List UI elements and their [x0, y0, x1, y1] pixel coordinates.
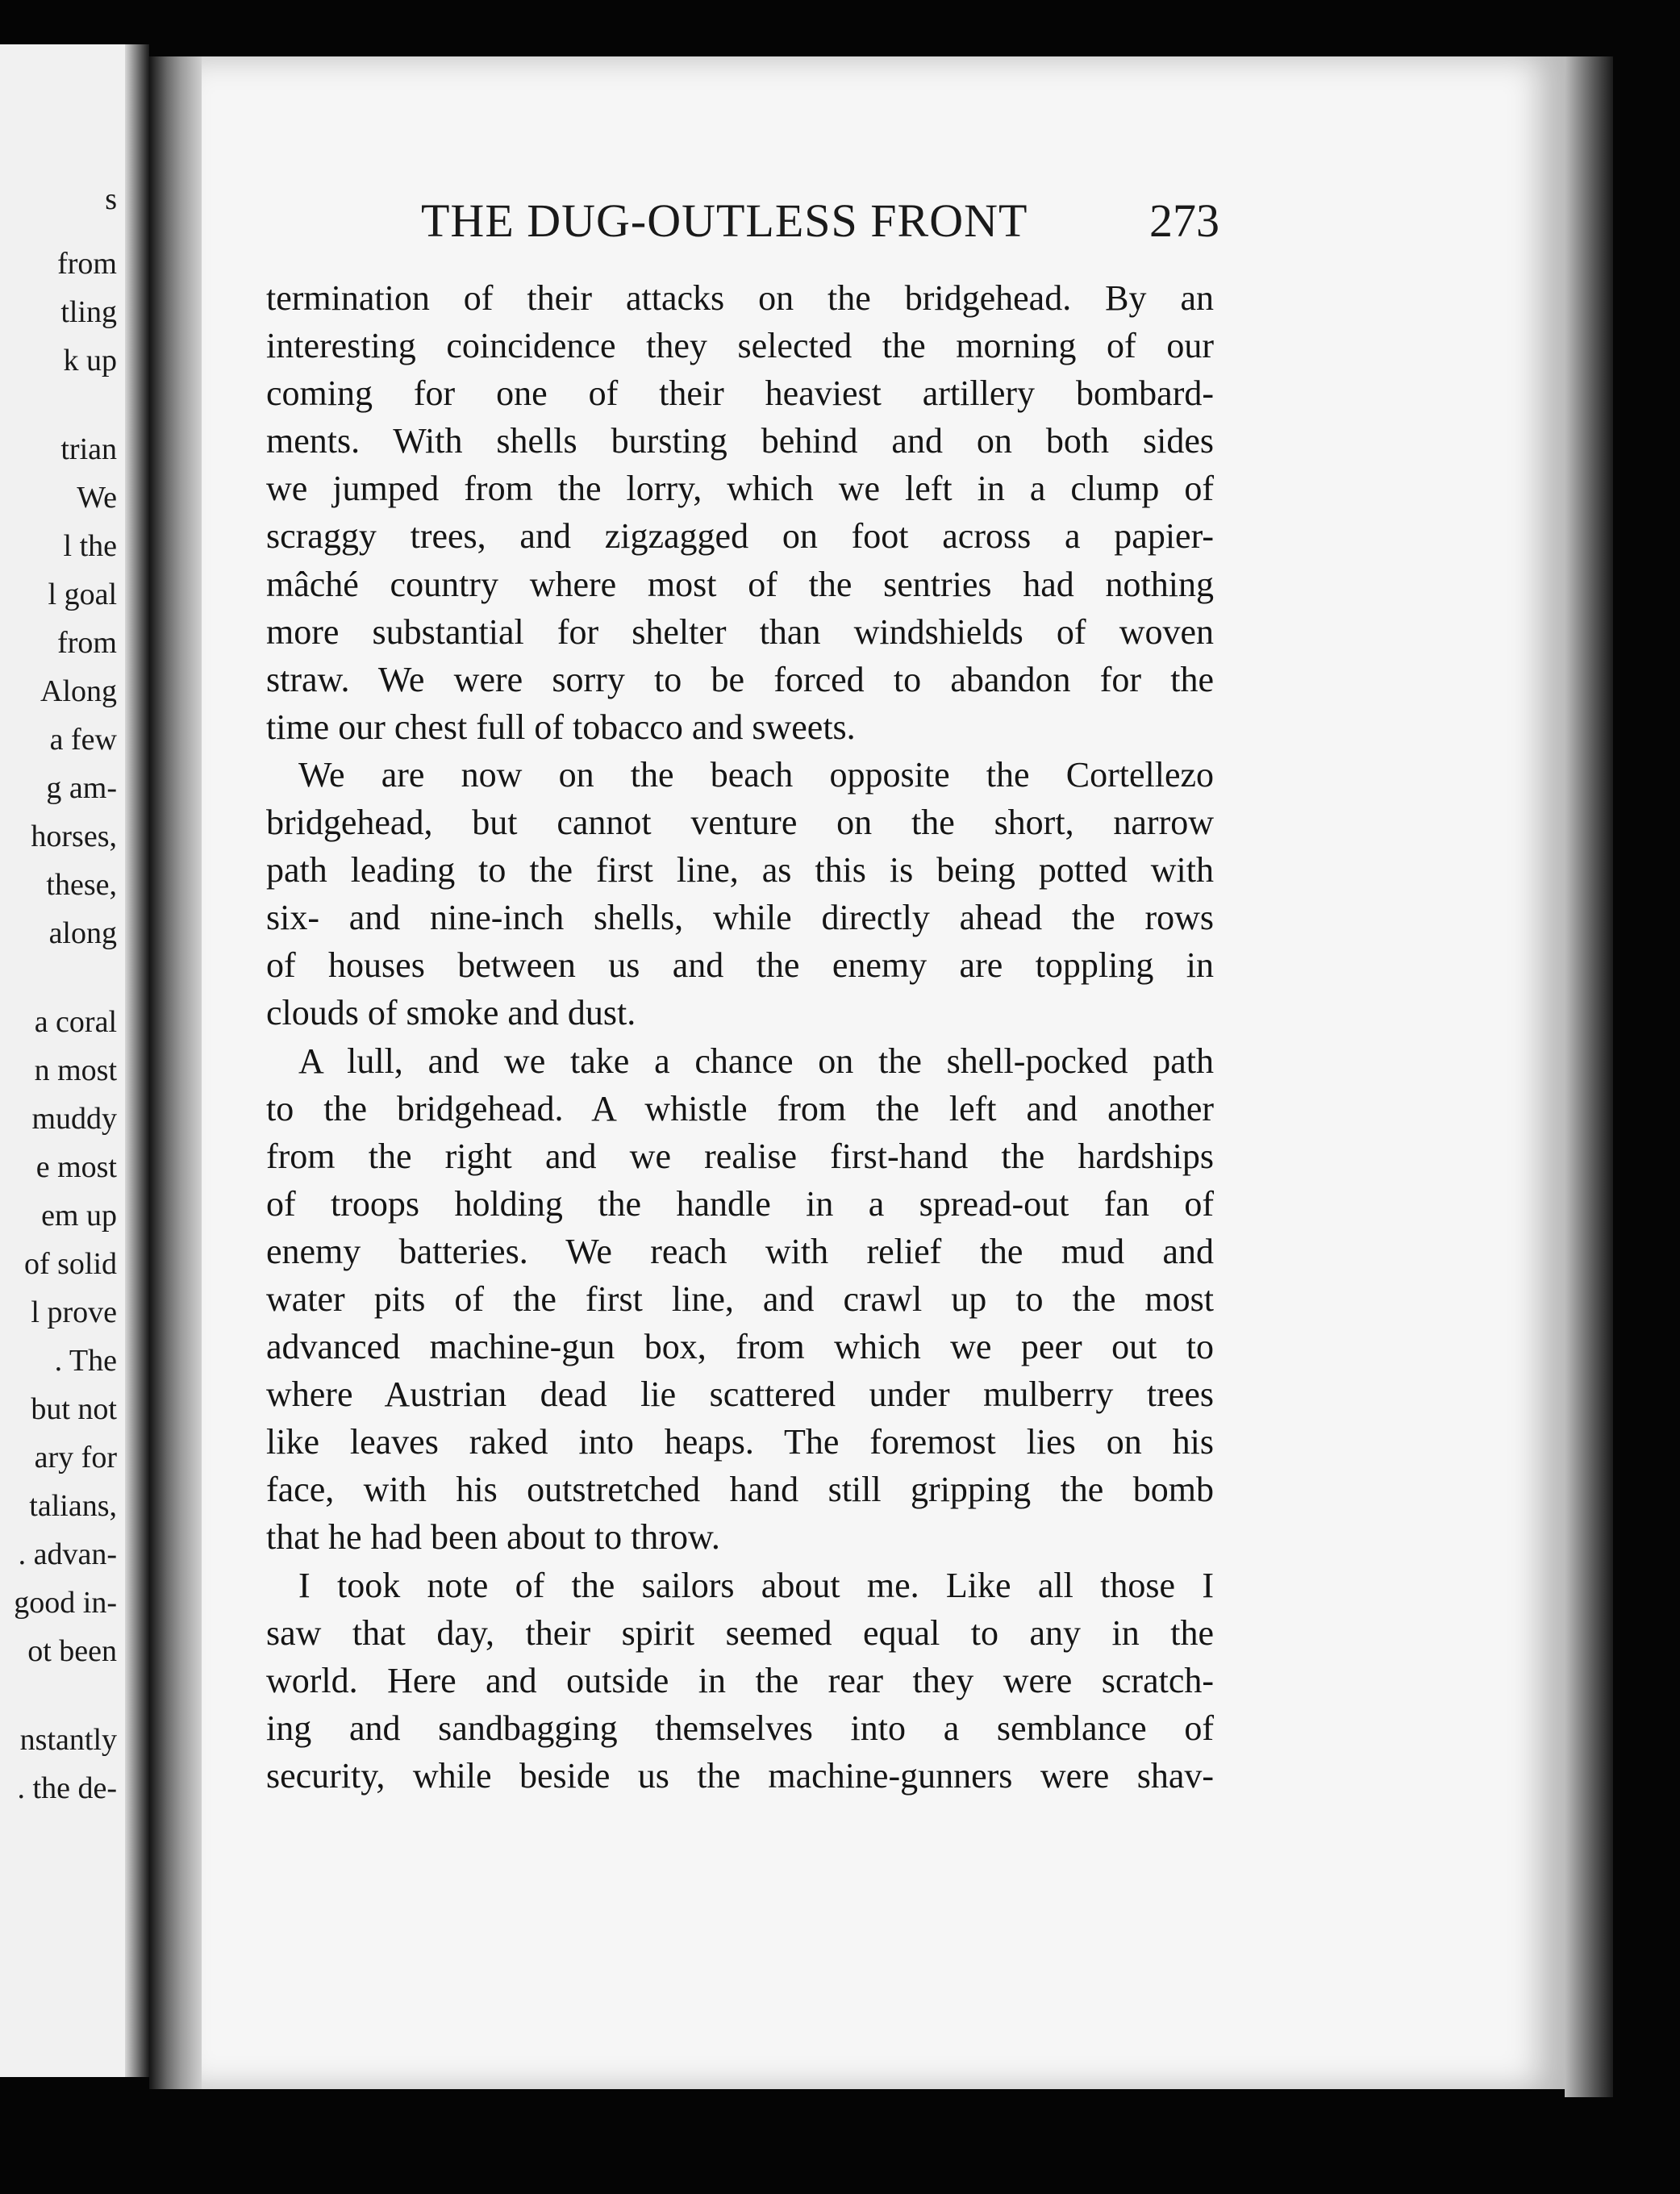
text-line: of houses between us and the enemy are toppling in	[266, 945, 1214, 986]
left-page-text-fragment: n most	[34, 1053, 117, 1087]
page-edge-shadow	[1565, 56, 1613, 2097]
left-page-text-fragment: from	[57, 247, 117, 281]
text-line: path leading to the first line, as this is being potted with	[266, 850, 1214, 891]
text-line: more substantial for shelter than windshields of woven	[266, 611, 1214, 652]
left-page-text-fragment: nstantly	[19, 1723, 117, 1757]
text-line: A lull, and we take a chance on the shell-pocked path	[298, 1041, 1214, 1081]
body-text	[266, 274, 1214, 1800]
left-page-text-fragment: . advan-	[18, 1537, 117, 1571]
text-line: six- and nine-inch shells, while directly ahead the rows	[266, 898, 1214, 938]
text-line: of troops holding the handle in a spread-out fan of	[266, 1183, 1214, 1224]
text-line: advanced machine-gun box, from which we peer out to	[266, 1327, 1214, 1367]
left-page-text-fragment: talians,	[29, 1489, 117, 1523]
left-page-text-fragment: . The	[54, 1344, 117, 1378]
left-page-gutter-shadow	[125, 44, 149, 2077]
text-line: to the bridgehead. A whistle from the left and another	[266, 1088, 1214, 1128]
text-line: ments. With shells bursting behind and on both sides	[266, 421, 1214, 461]
page-number: 273	[1149, 194, 1219, 247]
left-page-text-fragment: good in-	[14, 1586, 117, 1620]
left-page-text-fragment: e most	[35, 1150, 117, 1184]
left-page-text-fragment: l the	[63, 529, 117, 563]
left-page-text-fragment: . the de-	[17, 1771, 117, 1805]
left-page-text-fragment: from	[57, 626, 117, 660]
text-line: time our chest full of tobacco and sweets.	[266, 707, 856, 747]
left-page-text-fragment: g am-	[46, 771, 117, 805]
text-line: clouds of smoke and dust.	[266, 993, 636, 1033]
text-line: from the right and we realise first-hand the hardships	[266, 1136, 1214, 1176]
book-spine-shadow	[149, 56, 202, 2089]
left-page-text-fragment: s	[105, 182, 117, 216]
left-page-text-fragment: a few	[49, 723, 117, 757]
left-page-text-fragment: these,	[46, 868, 117, 902]
left-page-text-fragment: k up	[63, 344, 117, 377]
left-page-text-fragment: ary for	[34, 1441, 117, 1474]
text-line: coming for one of their heaviest artillery bombard-	[266, 373, 1214, 414]
text-line: enemy batteries. We reach with relief the mud and	[266, 1231, 1214, 1271]
text-line: termination of their attacks on the bridgehead. By an	[266, 278, 1214, 318]
text-line: saw that day, their spirit seemed equal to any in the	[266, 1612, 1214, 1653]
left-page-text-fragment: along	[48, 916, 117, 950]
text-line: like leaves raked into heaps. The foremost lies on his	[266, 1422, 1214, 1462]
left-facing-page	[0, 44, 149, 2077]
text-line: we jumped from the lorry, which we left in a clump of	[266, 469, 1214, 509]
left-page-text-fragment: tling	[60, 295, 117, 329]
text-line: water pits of the first line, and crawl up to the most	[266, 1278, 1214, 1319]
left-page-text-fragment: l prove	[31, 1295, 117, 1329]
left-page-text-fragment: horses,	[31, 820, 117, 853]
left-page-text-fragment: ot been	[27, 1634, 117, 1668]
left-page-text-fragment: em up	[41, 1199, 117, 1233]
text-line: where Austrian dead lie scattered under mulberry trees	[266, 1374, 1214, 1415]
left-page-text-fragment: a coral	[34, 1005, 117, 1039]
left-page-text-fragment: trian	[60, 432, 117, 466]
text-line: mâché country where most of the sentries had nothing	[266, 564, 1214, 604]
left-page-text-fragment: of solid	[23, 1247, 117, 1281]
left-page-text-fragment: muddy	[31, 1102, 117, 1136]
text-line: that he had been about to throw.	[266, 1517, 720, 1558]
text-line: straw. We were sorry to be forced to abandon for the	[266, 659, 1214, 699]
text-line: interesting coincidence they selected the morning of our	[266, 326, 1214, 366]
page-header	[421, 194, 1219, 258]
text-line: security, while beside us the machine-gunners were shav-	[266, 1755, 1214, 1796]
text-line: scraggy trees, and zigzagged on foot across a papier-	[266, 516, 1214, 557]
left-page-text-fragment: but not	[31, 1392, 117, 1426]
running-head: THE DUG-OUTLESS FRONT	[421, 194, 1028, 247]
text-line: We are now on the beach opposite the Cortellezo	[298, 754, 1214, 795]
text-line: face, with his outstretched hand still gripping the bomb	[266, 1470, 1214, 1510]
text-line: bridgehead, but cannot venture on the short, narrow	[266, 803, 1214, 843]
text-line: ing and sandbagging themselves into a semblance of	[266, 1708, 1214, 1748]
left-page-text-fragment: Along	[40, 674, 117, 708]
text-line: I took note of the sailors about me. Like all those I	[298, 1565, 1214, 1605]
left-page-text-fragment: We	[77, 481, 117, 515]
text-line: world. Here and outside in the rear they were scratch-	[266, 1660, 1214, 1700]
left-page-text-fragment: l goal	[48, 578, 117, 611]
